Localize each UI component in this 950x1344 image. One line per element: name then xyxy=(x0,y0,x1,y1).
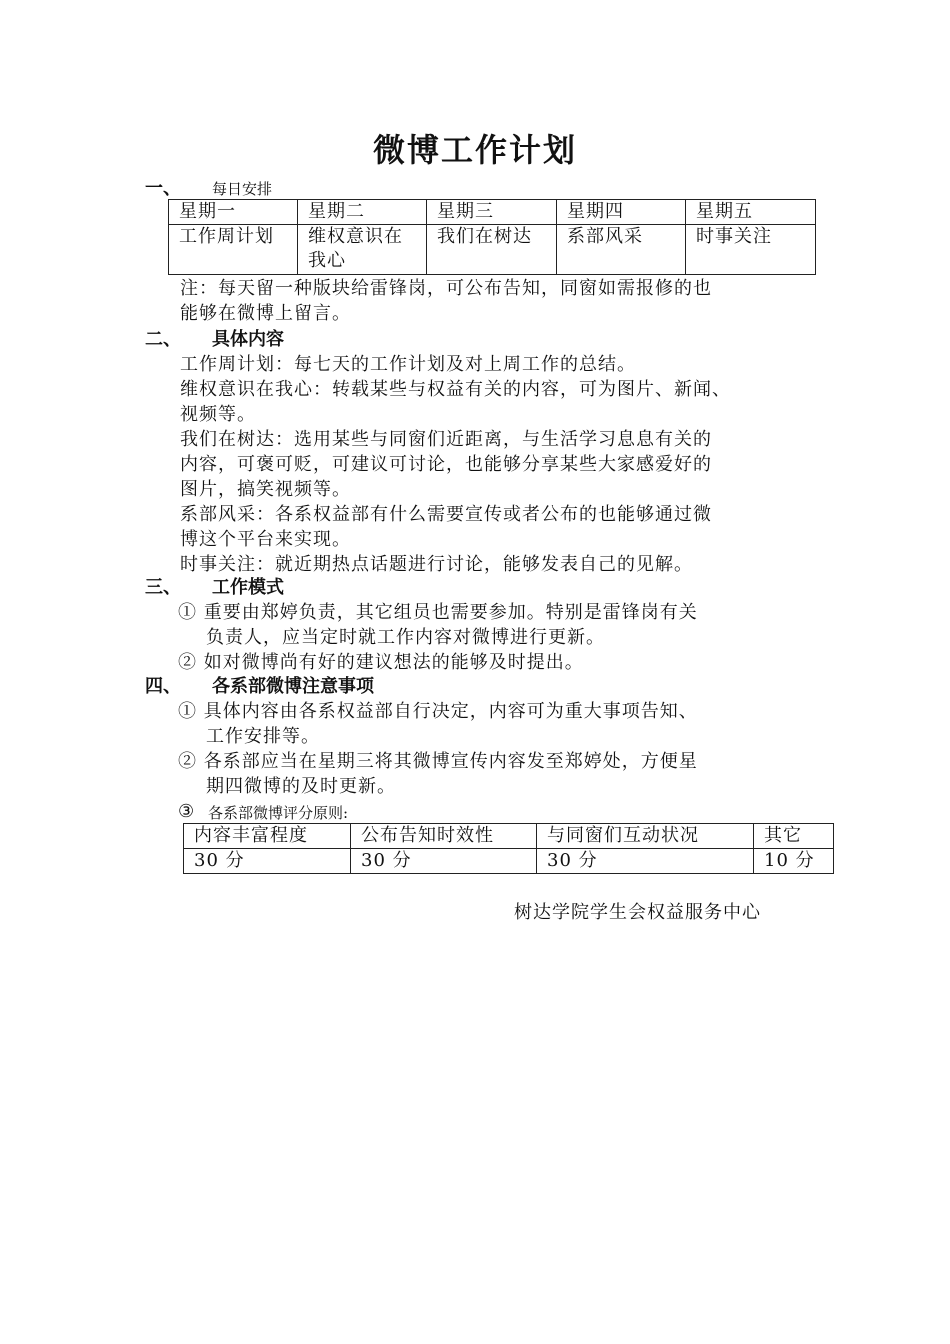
scoring-header-row xyxy=(184,824,834,849)
scoring-header-cell: 与同窗们互动状况 xyxy=(537,824,754,849)
topic-cell: 时事关注 xyxy=(686,225,816,275)
topic-cell: 维权意识在 我心 xyxy=(298,225,427,275)
section-3-heading: 工作模式 xyxy=(212,577,284,598)
section-2-heading: 具体内容 xyxy=(212,329,284,350)
section-1-heading: 每日安排 xyxy=(212,180,273,198)
day-cell: 星期二 xyxy=(298,200,427,225)
scoring-value-cell: 10 分 xyxy=(754,849,834,874)
scoring-value-row xyxy=(184,849,834,874)
section-3-number: 三、 xyxy=(145,577,181,598)
scoring-marker: ③ xyxy=(178,801,195,822)
day-cell: 星期五 xyxy=(686,200,816,225)
weekly-schedule-table xyxy=(168,199,816,275)
scoring-header-cell: 其它 xyxy=(754,824,834,849)
scoring-header-cell: 内容丰富程度 xyxy=(184,824,351,849)
day-cell: 星期一 xyxy=(169,200,298,225)
day-cell: 星期三 xyxy=(427,200,557,225)
schedule-topic-row xyxy=(169,225,816,275)
notice-item-1: ① 具体内容由各系权益部自行决定，内容可为重大事项告知、 工作安排等。 xyxy=(178,701,698,747)
day-cell: 星期四 xyxy=(557,200,686,225)
scoring-table xyxy=(183,823,834,874)
document-title: 微博工作计划 xyxy=(372,131,577,169)
scoring-value-cell: 30 分 xyxy=(184,849,351,874)
scoring-value-cell: 30 分 xyxy=(537,849,754,874)
topic-cell: 系部风采 xyxy=(557,225,686,275)
section-1-number: 一、 xyxy=(145,178,181,199)
schedule-note: 注：每天留一种版块给雷锋岗，可公布告知，同窗如需报修的也 能够在微博上留言。 xyxy=(180,278,712,324)
section-4-heading: 各系部微博注意事项 xyxy=(212,676,374,697)
section-2-number: 二、 xyxy=(145,329,181,350)
mode-item-2: ② 如对微博尚有好的建议想法的能够及时提出。 xyxy=(178,652,584,673)
topic-cell: 工作周计划 xyxy=(169,225,298,275)
mode-item-1: ① 重要由郑婷负责，其它组员也需要参加。特别是雷锋岗有关 负责人，应当定时就工作内容对微博进行更新。 xyxy=(178,602,698,648)
schedule-day-row xyxy=(169,200,816,225)
section-4-number: 四、 xyxy=(145,676,181,697)
topic-cell: 我们在树达 xyxy=(427,225,557,275)
scoring-value-cell: 30 分 xyxy=(351,849,537,874)
scoring-caption: 各系部微博评分原则: xyxy=(208,804,349,822)
scoring-header-cell: 公布告知时效性 xyxy=(351,824,537,849)
issuer-signature: 树达学院学生会权益服务中心 xyxy=(514,902,761,923)
content-description: 工作周计划：每七天的工作计划及对上周工作的总结。 维权意识在我心：转载某些与权益有关的内容，可为图片、新闻、 视频等。 我们在树达：选用某些与同窗们近距离，与生活学习息息有关的 内容，可褒可贬，可建议可讨论，也能够分享某些大家感爱好的 图片，搞笑视频等。 系部风采：各系权益部有什么需要宣传或者公布的也能够通过微 博这个平台来实现。 时事关注：就近期热点话题进行讨论，能够发表自己的见解。 xyxy=(180,354,731,575)
notice-item-2: ② 各系部应当在星期三将其微博宣传内容发至郑婷处，方便星 期四微博的及时更新。 xyxy=(178,751,698,797)
